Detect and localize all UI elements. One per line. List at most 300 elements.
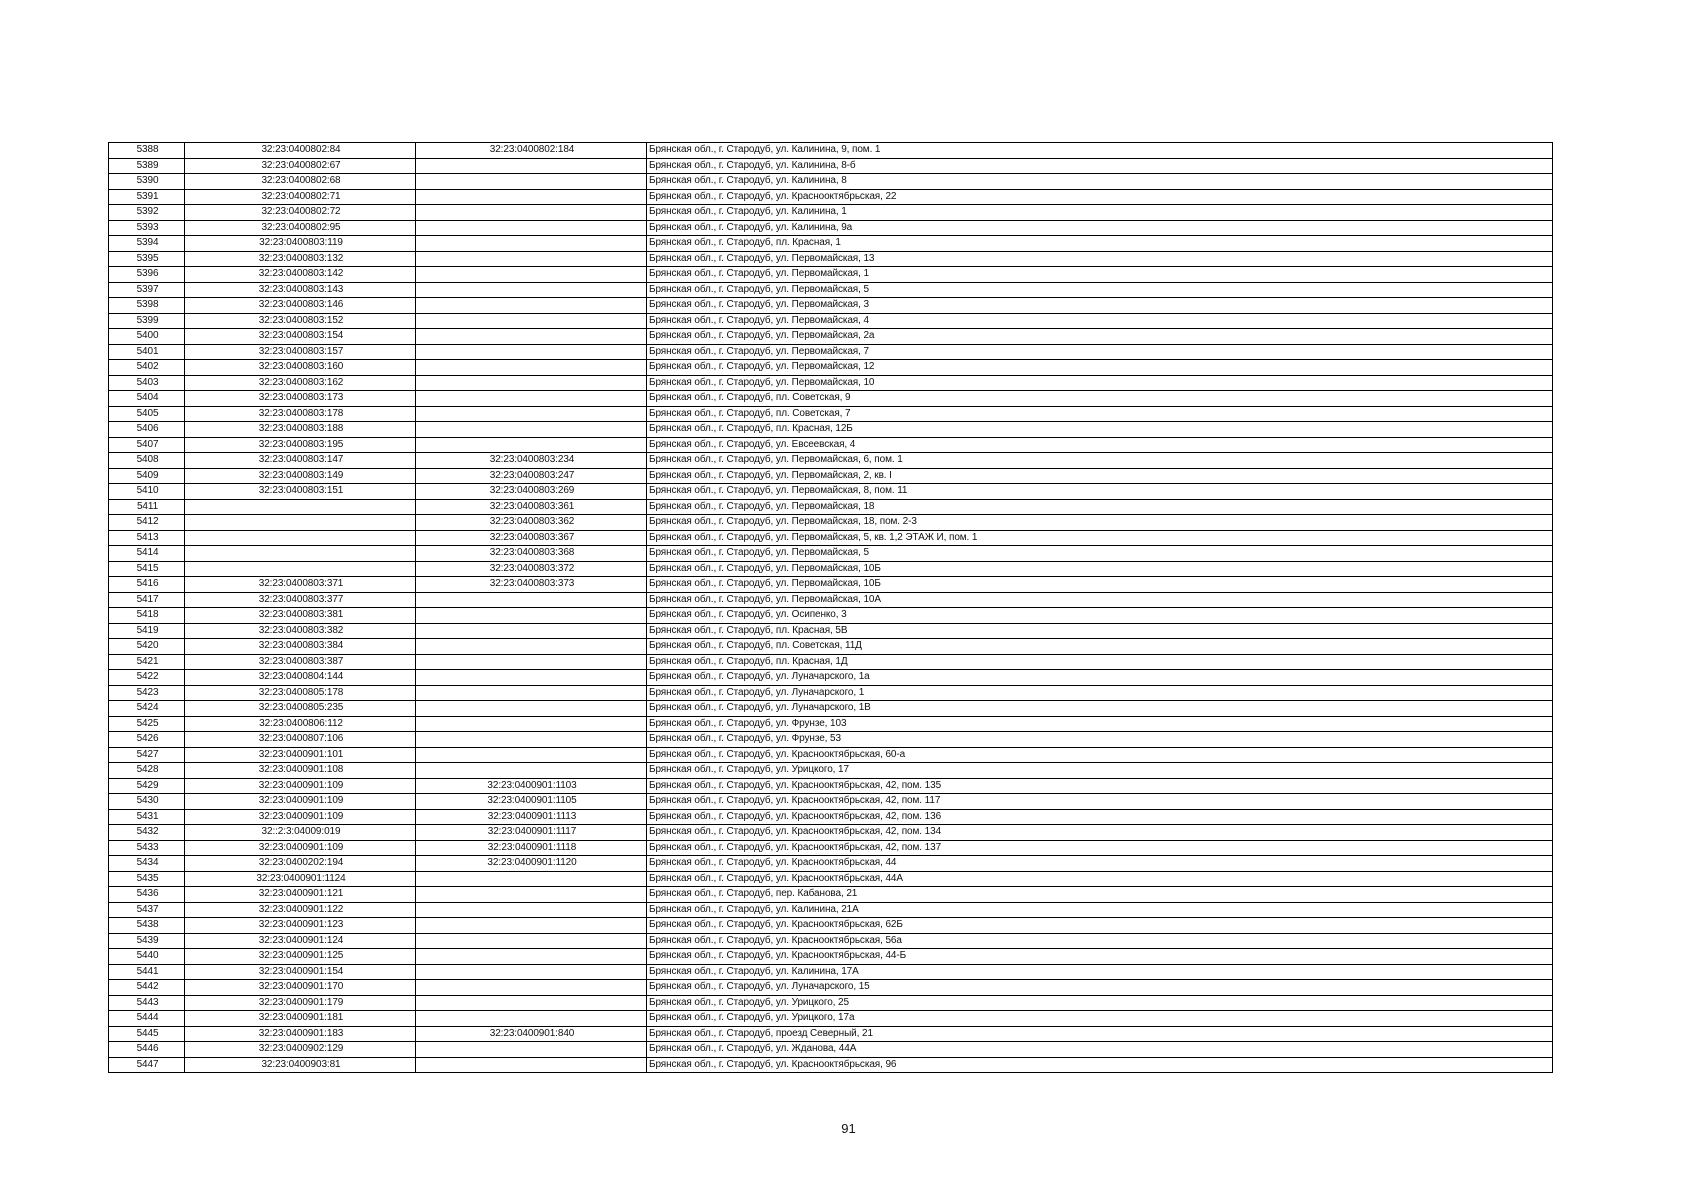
row-number-cell: 5415 <box>109 561 185 577</box>
row-number-cell: 5421 <box>109 654 185 670</box>
premises-cadastral-number-cell <box>416 980 647 996</box>
table-row <box>109 298 1553 314</box>
cadastral-number-cell: 32:23:0400803:387 <box>185 654 416 670</box>
table-row <box>109 639 1553 655</box>
premises-cadastral-number-cell <box>416 933 647 949</box>
premises-cadastral-number-cell <box>416 344 647 360</box>
row-number-cell: 5413 <box>109 530 185 546</box>
cadastral-number-cell: 32:23:0400803:377 <box>185 592 416 608</box>
address-cell: Брянская обл., г. Стародуб, ул. Краснооктябрьская, 42, пом. 135 <box>647 778 1553 794</box>
premises-cadastral-number-cell: 32:23:0400901:840 <box>416 1026 647 1042</box>
table-row <box>109 732 1553 748</box>
premises-cadastral-number-cell: 32:23:0400901:1105 <box>416 794 647 810</box>
table-row <box>109 933 1553 949</box>
premises-cadastral-number-cell: 32:23:0400803:362 <box>416 515 647 531</box>
address-cell: Брянская обл., г. Стародуб, ул. Краснооктябрьская, 44А <box>647 871 1553 887</box>
premises-cadastral-number-cell: 32:23:0400803:372 <box>416 561 647 577</box>
cadastral-number-cell: 32:23:0400901:154 <box>185 964 416 980</box>
table-row <box>109 158 1553 174</box>
address-cell: Брянская обл., г. Стародуб, ул. Калинина, 8-б <box>647 158 1553 174</box>
cadastral-number-cell: 32:23:0400802:72 <box>185 205 416 221</box>
address-cell: Брянская обл., г. Стародуб, ул. Урицкого, 25 <box>647 995 1553 1011</box>
address-cell: Брянская обл., г. Стародуб, ул. Краснооктябрьская, 42, пом. 136 <box>647 809 1553 825</box>
table-row <box>109 1011 1553 1027</box>
row-number-cell: 5408 <box>109 453 185 469</box>
row-number-cell: 5430 <box>109 794 185 810</box>
address-cell: Брянская обл., г. Стародуб, ул. Калинина, 1 <box>647 205 1553 221</box>
row-number-cell: 5423 <box>109 685 185 701</box>
premises-cadastral-number-cell <box>416 701 647 717</box>
cadastral-number-cell: 32:23:0400803:146 <box>185 298 416 314</box>
table-row <box>109 484 1553 500</box>
row-number-cell: 5419 <box>109 623 185 639</box>
premises-cadastral-number-cell <box>416 391 647 407</box>
row-number-cell: 5434 <box>109 856 185 872</box>
row-number-cell: 5391 <box>109 189 185 205</box>
address-cell: Брянская обл., г. Стародуб, ул. Краснооктябрьская, 44 <box>647 856 1553 872</box>
address-cell: Брянская обл., г. Стародуб, ул. Фрунзе, 103 <box>647 716 1553 732</box>
row-number-cell: 5440 <box>109 949 185 965</box>
cadastral-number-cell <box>185 546 416 562</box>
address-cell: Брянская обл., г. Стародуб, ул. Первомайская, 5 <box>647 546 1553 562</box>
premises-cadastral-number-cell <box>416 360 647 376</box>
row-number-cell: 5407 <box>109 437 185 453</box>
row-number-cell: 5427 <box>109 747 185 763</box>
cadastral-number-cell: 32:23:0400803:188 <box>185 422 416 438</box>
table-row <box>109 313 1553 329</box>
row-number-cell: 5414 <box>109 546 185 562</box>
table-row <box>109 422 1553 438</box>
cadastral-number-cell: 32:23:0400901:109 <box>185 840 416 856</box>
property-registry-table <box>108 142 1553 1073</box>
premises-cadastral-number-cell <box>416 437 647 453</box>
premises-cadastral-number-cell: 32:23:0400901:1117 <box>416 825 647 841</box>
address-cell: Брянская обл., г. Стародуб, ул. Первомайская, 13 <box>647 251 1553 267</box>
cadastral-number-cell: 32:23:0400803:162 <box>185 375 416 391</box>
cadastral-number-cell: 32:23:0400803:160 <box>185 360 416 376</box>
address-cell: Брянская обл., г. Стародуб, ул. Первомайская, 1 <box>647 267 1553 283</box>
address-cell: Брянская обл., г. Стародуб, ул. Калинина, 17А <box>647 964 1553 980</box>
cadastral-number-cell: 32:23:0400803:119 <box>185 236 416 252</box>
cadastral-number-cell: 32:23:0400803:173 <box>185 391 416 407</box>
address-cell: Брянская обл., г. Стародуб, ул. Урицкого, 17 <box>647 763 1553 779</box>
table-row <box>109 778 1553 794</box>
cadastral-number-cell <box>185 561 416 577</box>
row-number-cell: 5393 <box>109 220 185 236</box>
premises-cadastral-number-cell <box>416 949 647 965</box>
cadastral-number-cell: 32:23:0400803:154 <box>185 329 416 345</box>
row-number-cell: 5439 <box>109 933 185 949</box>
premises-cadastral-number-cell <box>416 1057 647 1073</box>
cadastral-number-cell: 32:23:0400803:382 <box>185 623 416 639</box>
cadastral-number-cell: 32:23:0400901:1124 <box>185 871 416 887</box>
table-row <box>109 546 1553 562</box>
row-number-cell: 5402 <box>109 360 185 376</box>
cadastral-number-cell: 32:23:0400803:384 <box>185 639 416 655</box>
table-row <box>109 251 1553 267</box>
cadastral-number-cell: 32:23:0400903:81 <box>185 1057 416 1073</box>
cadastral-number-cell: 32:23:0400901:179 <box>185 995 416 1011</box>
row-number-cell: 5398 <box>109 298 185 314</box>
row-number-cell: 5404 <box>109 391 185 407</box>
table-row <box>109 654 1553 670</box>
premises-cadastral-number-cell <box>416 995 647 1011</box>
cadastral-number-cell: 32:23:0400805:235 <box>185 701 416 717</box>
cadastral-number-cell: 32:23:0400802:68 <box>185 174 416 190</box>
table-row <box>109 375 1553 391</box>
premises-cadastral-number-cell <box>416 174 647 190</box>
table-row <box>109 267 1553 283</box>
address-cell: Брянская обл., г. Стародуб, ул. Первомайская, 2а <box>647 329 1553 345</box>
premises-cadastral-number-cell <box>416 918 647 934</box>
address-cell: Брянская обл., г. Стародуб, ул. Краснооктябрьская, 96 <box>647 1057 1553 1073</box>
cadastral-number-cell: 32:23:0400202:194 <box>185 856 416 872</box>
address-cell: Брянская обл., г. Стародуб, пл. Красная, 1Д <box>647 654 1553 670</box>
row-number-cell: 5447 <box>109 1057 185 1073</box>
table-row <box>109 1057 1553 1073</box>
cadastral-number-cell: 32:23:0400901:183 <box>185 1026 416 1042</box>
address-cell: Брянская обл., г. Стародуб, ул. Евсеевская, 4 <box>647 437 1553 453</box>
premises-cadastral-number-cell: 32:23:0400901:1118 <box>416 840 647 856</box>
table-row <box>109 964 1553 980</box>
premises-cadastral-number-cell <box>416 158 647 174</box>
premises-cadastral-number-cell <box>416 670 647 686</box>
table-row <box>109 716 1553 732</box>
premises-cadastral-number-cell <box>416 406 647 422</box>
table-row <box>109 236 1553 252</box>
premises-cadastral-number-cell: 32:23:0400901:1113 <box>416 809 647 825</box>
premises-cadastral-number-cell: 32:23:0400803:247 <box>416 468 647 484</box>
cadastral-number-cell: 32:23:0400901:109 <box>185 778 416 794</box>
address-cell: Брянская обл., г. Стародуб, ул. Осипенко, 3 <box>647 608 1553 624</box>
table-row <box>109 530 1553 546</box>
table-row <box>109 685 1553 701</box>
table-row <box>109 174 1553 190</box>
cadastral-number-cell: 32:23:0400802:84 <box>185 143 416 159</box>
address-cell: Брянская обл., г. Стародуб, ул. Жданова, 44А <box>647 1042 1553 1058</box>
address-cell: Брянская обл., г. Стародуб, ул. Первомайская, 5, кв. 1,2 ЭТАЖ И, пом. 1 <box>647 530 1553 546</box>
premises-cadastral-number-cell: 32:23:0400803:269 <box>416 484 647 500</box>
address-cell: Брянская обл., г. Стародуб, ул. Луначарского, 15 <box>647 980 1553 996</box>
table-row <box>109 949 1553 965</box>
cadastral-number-cell: 32:23:0400803:147 <box>185 453 416 469</box>
row-number-cell: 5432 <box>109 825 185 841</box>
address-cell: Брянская обл., г. Стародуб, ул. Первомайская, 4 <box>647 313 1553 329</box>
cadastral-number-cell: 32:23:0400901:122 <box>185 902 416 918</box>
premises-cadastral-number-cell <box>416 685 647 701</box>
cadastral-number-cell: 32:23:0400802:95 <box>185 220 416 236</box>
premises-cadastral-number-cell: 32:23:0400901:1103 <box>416 778 647 794</box>
table-row <box>109 406 1553 422</box>
address-cell: Брянская обл., г. Стародуб, ул. Краснооктябрьская, 42, пом. 134 <box>647 825 1553 841</box>
table-row <box>109 887 1553 903</box>
table-row <box>109 980 1553 996</box>
address-cell: Брянская обл., г. Стародуб, ул. Первомайская, 12 <box>647 360 1553 376</box>
table-row <box>109 360 1553 376</box>
cadastral-number-cell: 32:23:0400803:132 <box>185 251 416 267</box>
address-cell: Брянская обл., г. Стародуб, пл. Советская, 7 <box>647 406 1553 422</box>
row-number-cell: 5426 <box>109 732 185 748</box>
cadastral-number-cell: 32:23:0400901:109 <box>185 809 416 825</box>
table-row <box>109 577 1553 593</box>
cadastral-number-cell: 32:23:0400806:112 <box>185 716 416 732</box>
cadastral-number-cell: 32:23:0400804:144 <box>185 670 416 686</box>
premises-cadastral-number-cell <box>416 205 647 221</box>
address-cell: Брянская обл., г. Стародуб, ул. Первомайская, 6, пом. 1 <box>647 453 1553 469</box>
table-row <box>109 220 1553 236</box>
row-number-cell: 5429 <box>109 778 185 794</box>
address-cell: Брянская обл., г. Стародуб, проезд Северный, 21 <box>647 1026 1553 1042</box>
premises-cadastral-number-cell <box>416 236 647 252</box>
premises-cadastral-number-cell <box>416 887 647 903</box>
table-row <box>109 670 1553 686</box>
table-row <box>109 329 1553 345</box>
address-cell: Брянская обл., г. Стародуб, ул. Краснооктябрьская, 42, пом. 117 <box>647 794 1553 810</box>
registry-table-body <box>109 143 1553 1073</box>
row-number-cell: 5437 <box>109 902 185 918</box>
table-row <box>109 437 1553 453</box>
premises-cadastral-number-cell <box>416 220 647 236</box>
premises-cadastral-number-cell <box>416 964 647 980</box>
row-number-cell: 5443 <box>109 995 185 1011</box>
table-row <box>109 701 1553 717</box>
table-row <box>109 561 1553 577</box>
cadastral-number-cell: 32:23:0400901:125 <box>185 949 416 965</box>
row-number-cell: 5424 <box>109 701 185 717</box>
row-number-cell: 5390 <box>109 174 185 190</box>
cadastral-number-cell: 32:23:0400902:129 <box>185 1042 416 1058</box>
row-number-cell: 5405 <box>109 406 185 422</box>
table-row <box>109 453 1553 469</box>
row-number-cell: 5425 <box>109 716 185 732</box>
address-cell: Брянская обл., г. Стародуб, ул. Калинина, 8 <box>647 174 1553 190</box>
address-cell: Брянская обл., г. Стародуб, ул. Первомайская, 3 <box>647 298 1553 314</box>
row-number-cell: 5392 <box>109 205 185 221</box>
premises-cadastral-number-cell: 32:23:0400803:361 <box>416 499 647 515</box>
row-number-cell: 5428 <box>109 763 185 779</box>
cadastral-number-cell: 32:23:0400901:121 <box>185 887 416 903</box>
address-cell: Брянская обл., г. Стародуб, ул. Краснооктябрьская, 44-Б <box>647 949 1553 965</box>
table-row <box>109 763 1553 779</box>
address-cell: Брянская обл., г. Стародуб, ул. Первомайская, 2, кв. I <box>647 468 1553 484</box>
premises-cadastral-number-cell <box>416 747 647 763</box>
cadastral-number-cell: 32:23:0400901:124 <box>185 933 416 949</box>
row-number-cell: 5438 <box>109 918 185 934</box>
table-row <box>109 391 1553 407</box>
row-number-cell: 5435 <box>109 871 185 887</box>
cadastral-number-cell: 32:23:0400807:106 <box>185 732 416 748</box>
premises-cadastral-number-cell: 32:23:0400802:184 <box>416 143 647 159</box>
row-number-cell: 5418 <box>109 608 185 624</box>
cadastral-number-cell: 32:23:0400901:108 <box>185 763 416 779</box>
address-cell: Брянская обл., г. Стародуб, пл. Красная, 5В <box>647 623 1553 639</box>
row-number-cell: 5411 <box>109 499 185 515</box>
address-cell: Брянская обл., г. Стародуб, ул. Фрунзе, 53 <box>647 732 1553 748</box>
cadastral-number-cell: 32::2:3:04009:019 <box>185 825 416 841</box>
table-row <box>109 856 1553 872</box>
row-number-cell: 5400 <box>109 329 185 345</box>
premises-cadastral-number-cell <box>416 282 647 298</box>
cadastral-number-cell: 32:23:0400901:101 <box>185 747 416 763</box>
row-number-cell: 5399 <box>109 313 185 329</box>
table-row <box>109 205 1553 221</box>
address-cell: Брянская обл., г. Стародуб, ул. Первомайская, 10Б <box>647 577 1553 593</box>
premises-cadastral-number-cell <box>416 1011 647 1027</box>
cadastral-number-cell <box>185 515 416 531</box>
address-cell: Брянская обл., г. Стародуб, ул. Первомайская, 7 <box>647 344 1553 360</box>
table-row <box>109 809 1553 825</box>
cadastral-number-cell: 32:23:0400803:143 <box>185 282 416 298</box>
address-cell: Брянская обл., г. Стародуб, ул. Первомайская, 5 <box>647 282 1553 298</box>
address-cell: Брянская обл., г. Стародуб, ул. Калинина, 21А <box>647 902 1553 918</box>
row-number-cell: 5401 <box>109 344 185 360</box>
table-row <box>109 623 1553 639</box>
cadastral-number-cell: 32:23:0400802:71 <box>185 189 416 205</box>
row-number-cell: 5394 <box>109 236 185 252</box>
premises-cadastral-number-cell <box>416 422 647 438</box>
premises-cadastral-number-cell <box>416 654 647 670</box>
address-cell: Брянская обл., г. Стародуб, ул. Первомайская, 10Б <box>647 561 1553 577</box>
row-number-cell: 5396 <box>109 267 185 283</box>
premises-cadastral-number-cell: 32:23:0400901:1120 <box>416 856 647 872</box>
address-cell: Брянская обл., г. Стародуб, ул. Краснооктябрьская, 42, пом. 137 <box>647 840 1553 856</box>
cadastral-number-cell: 32:23:0400803:142 <box>185 267 416 283</box>
cadastral-number-cell: 32:23:0400901:109 <box>185 794 416 810</box>
address-cell: Брянская обл., г. Стародуб, пл. Красная, 1 <box>647 236 1553 252</box>
cadastral-number-cell: 32:23:0400803:195 <box>185 437 416 453</box>
row-number-cell: 5395 <box>109 251 185 267</box>
premises-cadastral-number-cell: 32:23:0400803:368 <box>416 546 647 562</box>
page-number: 91 <box>841 1121 856 1136</box>
address-cell: Брянская обл., г. Стародуб, ул. Луначарского, 1а <box>647 670 1553 686</box>
premises-cadastral-number-cell <box>416 298 647 314</box>
table-row <box>109 515 1553 531</box>
address-cell: Брянская обл., г. Стародуб, ул. Луначарского, 1 <box>647 685 1553 701</box>
premises-cadastral-number-cell <box>416 251 647 267</box>
row-number-cell: 5388 <box>109 143 185 159</box>
premises-cadastral-number-cell <box>416 592 647 608</box>
premises-cadastral-number-cell <box>416 329 647 345</box>
row-number-cell: 5417 <box>109 592 185 608</box>
premises-cadastral-number-cell: 32:23:0400803:367 <box>416 530 647 546</box>
row-number-cell: 5416 <box>109 577 185 593</box>
cadastral-number-cell: 32:23:0400805:178 <box>185 685 416 701</box>
premises-cadastral-number-cell: 32:23:0400803:373 <box>416 577 647 593</box>
table-row <box>109 918 1553 934</box>
address-cell: Брянская обл., г. Стародуб, ул. Краснооктябрьская, 60-а <box>647 747 1553 763</box>
cadastral-number-cell: 32:23:0400803:157 <box>185 344 416 360</box>
premises-cadastral-number-cell <box>416 189 647 205</box>
premises-cadastral-number-cell <box>416 871 647 887</box>
table-row <box>109 344 1553 360</box>
premises-cadastral-number-cell <box>416 732 647 748</box>
cadastral-number-cell: 32:23:0400901:181 <box>185 1011 416 1027</box>
table-row <box>109 143 1553 159</box>
premises-cadastral-number-cell <box>416 1042 647 1058</box>
table-row <box>109 871 1553 887</box>
row-number-cell: 5436 <box>109 887 185 903</box>
cadastral-number-cell: 32:23:0400803:152 <box>185 313 416 329</box>
cadastral-number-cell: 32:23:0400803:149 <box>185 468 416 484</box>
table-row <box>109 902 1553 918</box>
address-cell: Брянская обл., г. Стародуб, ул. Калинина, 9, пом. 1 <box>647 143 1553 159</box>
premises-cadastral-number-cell <box>416 375 647 391</box>
address-cell: Брянская обл., г. Стародуб, пл. Советская, 9 <box>647 391 1553 407</box>
table-row <box>109 840 1553 856</box>
cadastral-number-cell: 32:23:0400901:123 <box>185 918 416 934</box>
table-row <box>109 282 1553 298</box>
row-number-cell: 5409 <box>109 468 185 484</box>
row-number-cell: 5422 <box>109 670 185 686</box>
address-cell: Брянская обл., г. Стародуб, ул. Краснооктябрьская, 62Б <box>647 918 1553 934</box>
premises-cadastral-number-cell <box>416 623 647 639</box>
address-cell: Брянская обл., г. Стародуб, пл. Красная, 12Б <box>647 422 1553 438</box>
address-cell: Брянская обл., г. Стародуб, ул. Краснооктябрьская, 22 <box>647 189 1553 205</box>
cadastral-number-cell: 32:23:0400803:178 <box>185 406 416 422</box>
address-cell: Брянская обл., г. Стародуб, ул. Луначарского, 1В <box>647 701 1553 717</box>
table-row <box>109 189 1553 205</box>
table-row <box>109 995 1553 1011</box>
address-cell: Брянская обл., г. Стародуб, ул. Краснооктябрьская, 56а <box>647 933 1553 949</box>
cadastral-number-cell: 32:23:0400803:151 <box>185 484 416 500</box>
row-number-cell: 5406 <box>109 422 185 438</box>
table-row <box>109 1042 1553 1058</box>
row-number-cell: 5441 <box>109 964 185 980</box>
table-row <box>109 468 1553 484</box>
cadastral-number-cell: 32:23:0400803:381 <box>185 608 416 624</box>
cadastral-number-cell: 32:23:0400901:170 <box>185 980 416 996</box>
address-cell: Брянская обл., г. Стародуб, ул. Первомайская, 18 <box>647 499 1553 515</box>
cadastral-number-cell: 32:23:0400802:67 <box>185 158 416 174</box>
table-row <box>109 499 1553 515</box>
cadastral-number-cell: 32:23:0400803:371 <box>185 577 416 593</box>
premises-cadastral-number-cell <box>416 313 647 329</box>
address-cell: Брянская обл., г. Стародуб, ул. Первомайская, 10 <box>647 375 1553 391</box>
address-cell: Брянская обл., г. Стародуб, ул. Калинина, 9а <box>647 220 1553 236</box>
premises-cadastral-number-cell <box>416 639 647 655</box>
premises-cadastral-number-cell: 32:23:0400803:234 <box>416 453 647 469</box>
table-row <box>109 592 1553 608</box>
premises-cadastral-number-cell <box>416 716 647 732</box>
table-row <box>109 747 1553 763</box>
table-row <box>109 1026 1553 1042</box>
address-cell: Брянская обл., г. Стародуб, ул. Урицкого, 17а <box>647 1011 1553 1027</box>
cadastral-number-cell <box>185 530 416 546</box>
table-row <box>109 825 1553 841</box>
row-number-cell: 5412 <box>109 515 185 531</box>
premises-cadastral-number-cell <box>416 267 647 283</box>
row-number-cell: 5420 <box>109 639 185 655</box>
premises-cadastral-number-cell <box>416 902 647 918</box>
row-number-cell: 5431 <box>109 809 185 825</box>
row-number-cell: 5444 <box>109 1011 185 1027</box>
address-cell: Брянская обл., г. Стародуб, ул. Первомайская, 18, пом. 2-3 <box>647 515 1553 531</box>
address-cell: Брянская обл., г. Стародуб, пер. Кабанова, 21 <box>647 887 1553 903</box>
row-number-cell: 5410 <box>109 484 185 500</box>
table-row <box>109 794 1553 810</box>
table-row <box>109 608 1553 624</box>
row-number-cell: 5397 <box>109 282 185 298</box>
document-page <box>108 142 1552 1073</box>
cadastral-number-cell <box>185 499 416 515</box>
address-cell: Брянская обл., г. Стародуб, пл. Советская, 11Д <box>647 639 1553 655</box>
row-number-cell: 5389 <box>109 158 185 174</box>
address-cell: Брянская обл., г. Стародуб, ул. Первомайская, 8, пом. 11 <box>647 484 1553 500</box>
row-number-cell: 5433 <box>109 840 185 856</box>
address-cell: Брянская обл., г. Стародуб, ул. Первомайская, 10А <box>647 592 1553 608</box>
row-number-cell: 5445 <box>109 1026 185 1042</box>
premises-cadastral-number-cell <box>416 608 647 624</box>
